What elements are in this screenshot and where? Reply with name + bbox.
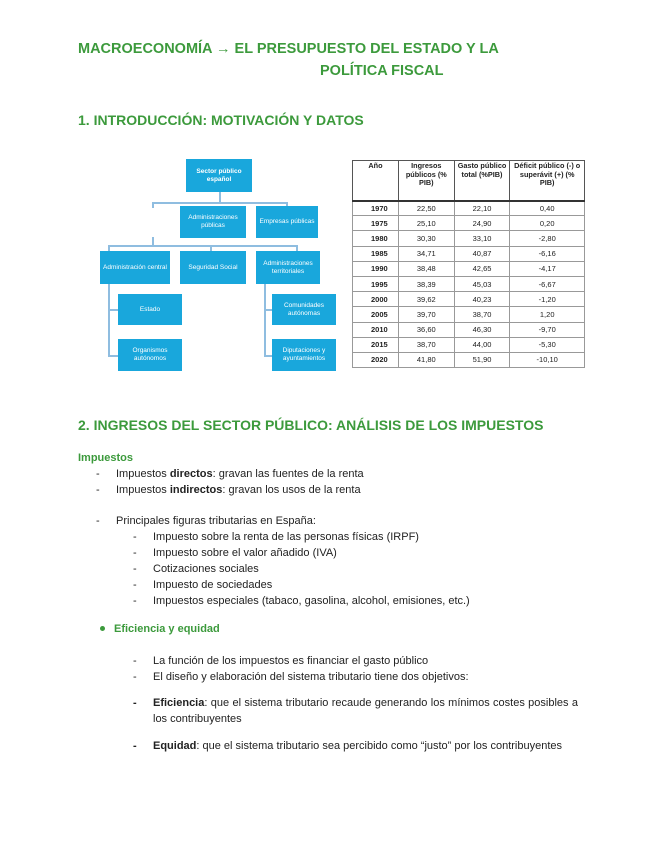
value-cell: 30,30 [398, 231, 454, 246]
connector-line [264, 283, 266, 357]
org-chart [100, 157, 340, 372]
eficiencia-objective [78, 695, 578, 727]
dash-marker: - [133, 531, 137, 543]
column-header: Año [353, 161, 399, 201]
impuestos-subtitle: Impuestos [78, 452, 134, 464]
org-estado-box: Estado [118, 294, 182, 325]
org-admin-publicas-box: Administraciones públicas [180, 206, 246, 238]
connector-line [152, 202, 154, 208]
value-cell: 38,48 [398, 261, 454, 276]
org-comunidades-box: Comunidades autónomas [272, 294, 336, 325]
list-item [78, 529, 470, 545]
org-admin-territoriales-box: Administraciones territoriales [256, 251, 320, 284]
org-seguridad-social-box: Seguridad Social [180, 251, 246, 284]
list-item [78, 695, 578, 727]
section-1-heading: 1. INTRODUCCIÓN: MOTIVACIÓN Y DATOS [78, 112, 364, 128]
dash-marker: - [133, 655, 137, 667]
bold-text: Eficiencia [153, 697, 205, 709]
value-cell: 39,70 [398, 307, 454, 322]
org-organismos-box: Organismos autónomos [118, 339, 182, 371]
value-cell: -9,70 [510, 322, 585, 337]
org-admin-central-box: Administración central [100, 251, 170, 284]
bold-text: Equidad [153, 740, 197, 752]
value-cell: 38,70 [454, 307, 510, 322]
org-root-box: Sector público español [186, 159, 252, 192]
column-header: Gasto público total (%PIB) [454, 161, 510, 201]
text: : que el sistema tributario recaude generando los mínimos costes posibles a los contribuyentes [153, 697, 578, 725]
document-title [78, 38, 588, 82]
table-row [353, 337, 585, 352]
connector-line [108, 309, 118, 311]
list-item [78, 577, 470, 593]
dash-marker: - [133, 547, 137, 559]
bold-text: indirectos [169, 484, 223, 496]
table-row [353, 322, 585, 337]
dash-marker: - [133, 595, 137, 607]
dash-marker: - [96, 515, 100, 527]
value-cell: 36,60 [398, 322, 454, 337]
table-row [353, 231, 585, 246]
text: Eficiencia y equidad [114, 623, 220, 635]
value-cell: 42,65 [454, 261, 510, 276]
year-cell: 1995 [353, 276, 399, 291]
connector-line [108, 283, 110, 357]
text: Impuesto sobre la renta de las personas físicas (IRPF) [153, 531, 419, 543]
text: El diseño y elaboración del sistema tributario tiene dos objetivos: [153, 671, 469, 683]
year-cell: 2015 [353, 337, 399, 352]
org-diputaciones-box: Diputaciones y ayuntamientos [272, 339, 336, 371]
text: Cotizaciones sociales [153, 563, 259, 575]
title-line-1: MACROECONOMÍA → EL PRESUPUESTO DEL ESTADO Y LA [78, 41, 499, 57]
fiscal-data-table [352, 160, 585, 368]
table-row [353, 276, 585, 291]
value-cell: 41,80 [398, 352, 454, 367]
table-row [353, 307, 585, 322]
table-row [353, 216, 585, 231]
value-cell: 40,87 [454, 246, 510, 261]
text: Principales figuras tributarias en España: [116, 515, 316, 527]
value-cell: 44,00 [454, 337, 510, 352]
column-header: Déficit público (-) o superávit (+) (% PIB) [510, 161, 585, 201]
list-item [78, 545, 470, 561]
value-cell: -2,80 [510, 231, 585, 246]
list-item [78, 738, 578, 754]
value-cell: 33,10 [454, 231, 510, 246]
list-item [78, 466, 364, 482]
dash-marker: - [133, 697, 137, 709]
year-cell: 1980 [353, 231, 399, 246]
value-cell: 0,20 [510, 216, 585, 231]
value-cell: 38,70 [398, 337, 454, 352]
value-cell: 39,62 [398, 292, 454, 307]
text: : gravan los usos de la renta [222, 484, 361, 496]
dash-marker: - [96, 468, 100, 480]
value-cell: 1,20 [510, 307, 585, 322]
value-cell: 25,10 [398, 216, 454, 231]
text: Impuestos [116, 468, 170, 480]
dash-marker: - [133, 563, 137, 575]
value-cell: 38,39 [398, 276, 454, 291]
list-item [78, 482, 364, 498]
value-cell: 24,90 [454, 216, 510, 231]
year-cell: 1970 [353, 201, 399, 216]
column-header: Ingresos públicos (% PIB) [398, 161, 454, 201]
table-row [353, 261, 585, 276]
list-item [78, 561, 470, 577]
value-cell: 22,50 [398, 201, 454, 216]
value-cell: -1,20 [510, 292, 585, 307]
dash-marker: - [133, 740, 137, 752]
value-cell: 22,10 [454, 201, 510, 216]
year-cell: 1975 [353, 216, 399, 231]
eficiencia-list [78, 653, 469, 685]
value-cell: -10,10 [510, 352, 585, 367]
text: : gravan las fuentes de la renta [212, 468, 364, 480]
connector-line [108, 245, 298, 247]
table-row [353, 201, 585, 216]
value-cell: -6,67 [510, 276, 585, 291]
connector-line [108, 355, 118, 357]
equidad-objective [78, 738, 578, 754]
tax-figures-list [78, 513, 470, 609]
year-cell: 2005 [353, 307, 399, 322]
value-cell: -5,30 [510, 337, 585, 352]
connector-line [152, 202, 286, 204]
section-2-heading: 2. INGRESOS DEL SECTOR PÚBLICO: ANÁLISIS DE LOS IMPUESTOS [78, 417, 544, 433]
dash-marker: - [96, 484, 100, 496]
list-item [78, 513, 470, 529]
text: Impuesto sobre el valor añadido (IVA) [153, 547, 337, 559]
year-cell: 1990 [353, 261, 399, 276]
list-item [78, 593, 470, 609]
title-line-2: POLÍTICA FISCAL [320, 63, 444, 79]
text: Impuestos especiales (tabaco, gasolina, alcohol, emisiones, etc.) [153, 595, 470, 607]
year-cell: 2000 [353, 292, 399, 307]
value-cell: 40,23 [454, 292, 510, 307]
text: La función de los impuestos es financiar el gasto público [153, 655, 429, 667]
bold-text: directos [169, 468, 213, 480]
text: Impuestos [116, 484, 170, 496]
year-cell: 2010 [353, 322, 399, 337]
org-empresas-box: Empresas públicas [256, 206, 318, 238]
bullet-dot-icon [100, 626, 105, 631]
dash-marker: - [133, 671, 137, 683]
value-cell: 46,30 [454, 322, 510, 337]
table-row [353, 292, 585, 307]
eficiencia-bullet-heading [100, 623, 220, 635]
year-cell: 2020 [353, 352, 399, 367]
tax-types-list [78, 466, 364, 498]
table-header-row [353, 161, 585, 201]
value-cell: 0,40 [510, 201, 585, 216]
year-cell: 1985 [353, 246, 399, 261]
dash-marker: - [133, 579, 137, 591]
list-item [78, 653, 469, 669]
list-item [78, 669, 469, 685]
value-cell: -4,17 [510, 261, 585, 276]
value-cell: 34,71 [398, 246, 454, 261]
text: : que el sistema tributario sea percibido como “justo” por los contribuyentes [196, 740, 563, 752]
table-row [353, 352, 585, 367]
value-cell: -6,16 [510, 246, 585, 261]
text: Impuesto de sociedades [153, 579, 273, 591]
table-row [353, 246, 585, 261]
value-cell: 45,03 [454, 276, 510, 291]
value-cell: 51,90 [454, 352, 510, 367]
